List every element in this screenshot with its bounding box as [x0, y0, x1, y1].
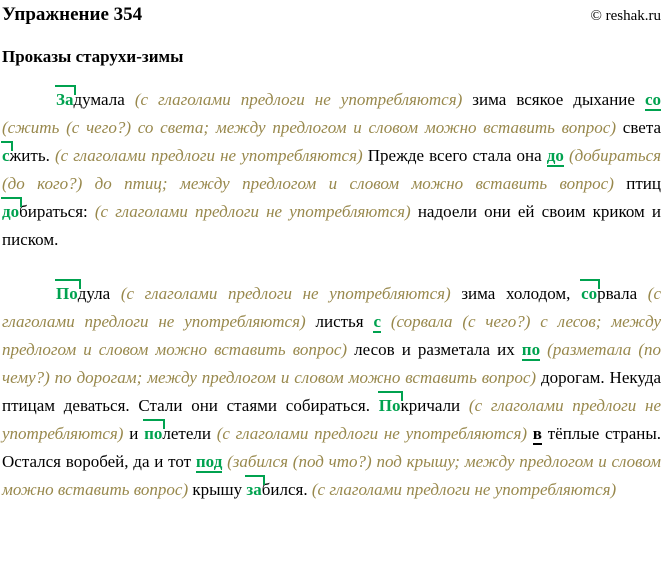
- prefix-marked-word: полетели: [144, 424, 211, 443]
- exercise-title: Упражнение 354: [2, 4, 143, 25]
- grammar-note: (добираться (до кого?) до птиц; между предлогом и словом можно вставить вопрос): [2, 146, 662, 193]
- prefix-marked-word: забился.: [246, 480, 308, 499]
- preposition-highlight: со: [644, 90, 662, 109]
- body-text: дорогам. Некуда птицам деваться. Стали они стаями собираться.: [2, 368, 662, 415]
- word-prefix-highlight: По: [56, 284, 78, 303]
- prefix-marked-word: Покричали: [378, 396, 461, 415]
- prefix-marked-word: добираться:: [2, 202, 88, 221]
- preposition-highlight: по: [521, 340, 541, 359]
- prefix-marked-word: сжить.: [2, 146, 50, 165]
- grammar-note: (забился (под что?) под крышу; между предлогом и словом можно вставить вопрос): [2, 452, 662, 499]
- body-text: зима холодом,: [461, 284, 571, 303]
- paragraph: [2, 280, 661, 504]
- grammar-note: (с глаголами предлоги не употребляются): [134, 90, 463, 109]
- preposition-highlight: под: [195, 452, 223, 471]
- body-text: тёплые страны. Остался воробей, да и тот: [2, 424, 662, 471]
- grammar-note: (с глаголами предлоги не употребляются): [120, 284, 451, 303]
- grammar-note: (с глаголами предлоги не употребляются): [311, 480, 617, 499]
- word-prefix-highlight: по: [144, 424, 163, 443]
- grammar-note: (с глаголами предлоги не употребляются): [2, 396, 662, 443]
- word-prefix-highlight: со: [581, 284, 598, 303]
- word-prefix-highlight: За: [56, 90, 74, 109]
- body-text: света: [622, 118, 661, 137]
- body-text: крышу: [192, 480, 243, 499]
- prefix-marked-word: Задумала: [56, 90, 125, 109]
- preposition-highlight: с: [373, 312, 382, 331]
- word-prefix-highlight: до: [2, 202, 20, 221]
- grammar-note: (с глаголами предлоги не употребляются): [2, 284, 661, 331]
- grammar-note: (сорвала (с чего?) с лесов; между предлогом и словом можно вставить вопрос): [2, 312, 661, 359]
- body-text: Прежде всего стала она: [367, 146, 542, 165]
- body-text: листья: [315, 312, 364, 331]
- body-text: надоели они ей своим криком и писком.: [2, 202, 661, 249]
- word-prefix-highlight: По: [378, 396, 401, 415]
- paragraph: [2, 86, 661, 254]
- prefix-marked-word: Подула: [56, 284, 111, 303]
- body-text: птиц: [626, 174, 662, 193]
- grammar-note: (с глаголами предлоги не употребляются): [54, 146, 363, 165]
- page-header: [2, 4, 661, 26]
- exercise-subtitle: Проказы старухи-зимы: [2, 47, 184, 66]
- grammar-note: (сжить (с чего?) со света; между предлогом и словом можно вставить вопрос): [2, 118, 617, 137]
- prefix-marked-word: сорвала: [581, 284, 638, 303]
- body-text: зима всякое дыхание: [472, 90, 635, 109]
- body-text: и: [129, 424, 139, 443]
- grammar-note: (с глаголами предлоги не употребляются): [94, 202, 411, 221]
- grammar-note: (с глаголами предлоги не употребляются): [216, 424, 528, 443]
- grammar-note: (разметала (по чему?) по дорогам; между предлогом и словом можно вставить вопрос): [2, 340, 662, 387]
- preposition-underlined: в: [532, 424, 542, 443]
- word-prefix-highlight: за: [246, 480, 262, 499]
- preposition-highlight: до: [546, 146, 564, 165]
- body-text: лесов и разметала их: [354, 340, 515, 359]
- word-prefix-highlight: с: [2, 146, 10, 165]
- copyright-label: © reshak.ru: [590, 8, 661, 24]
